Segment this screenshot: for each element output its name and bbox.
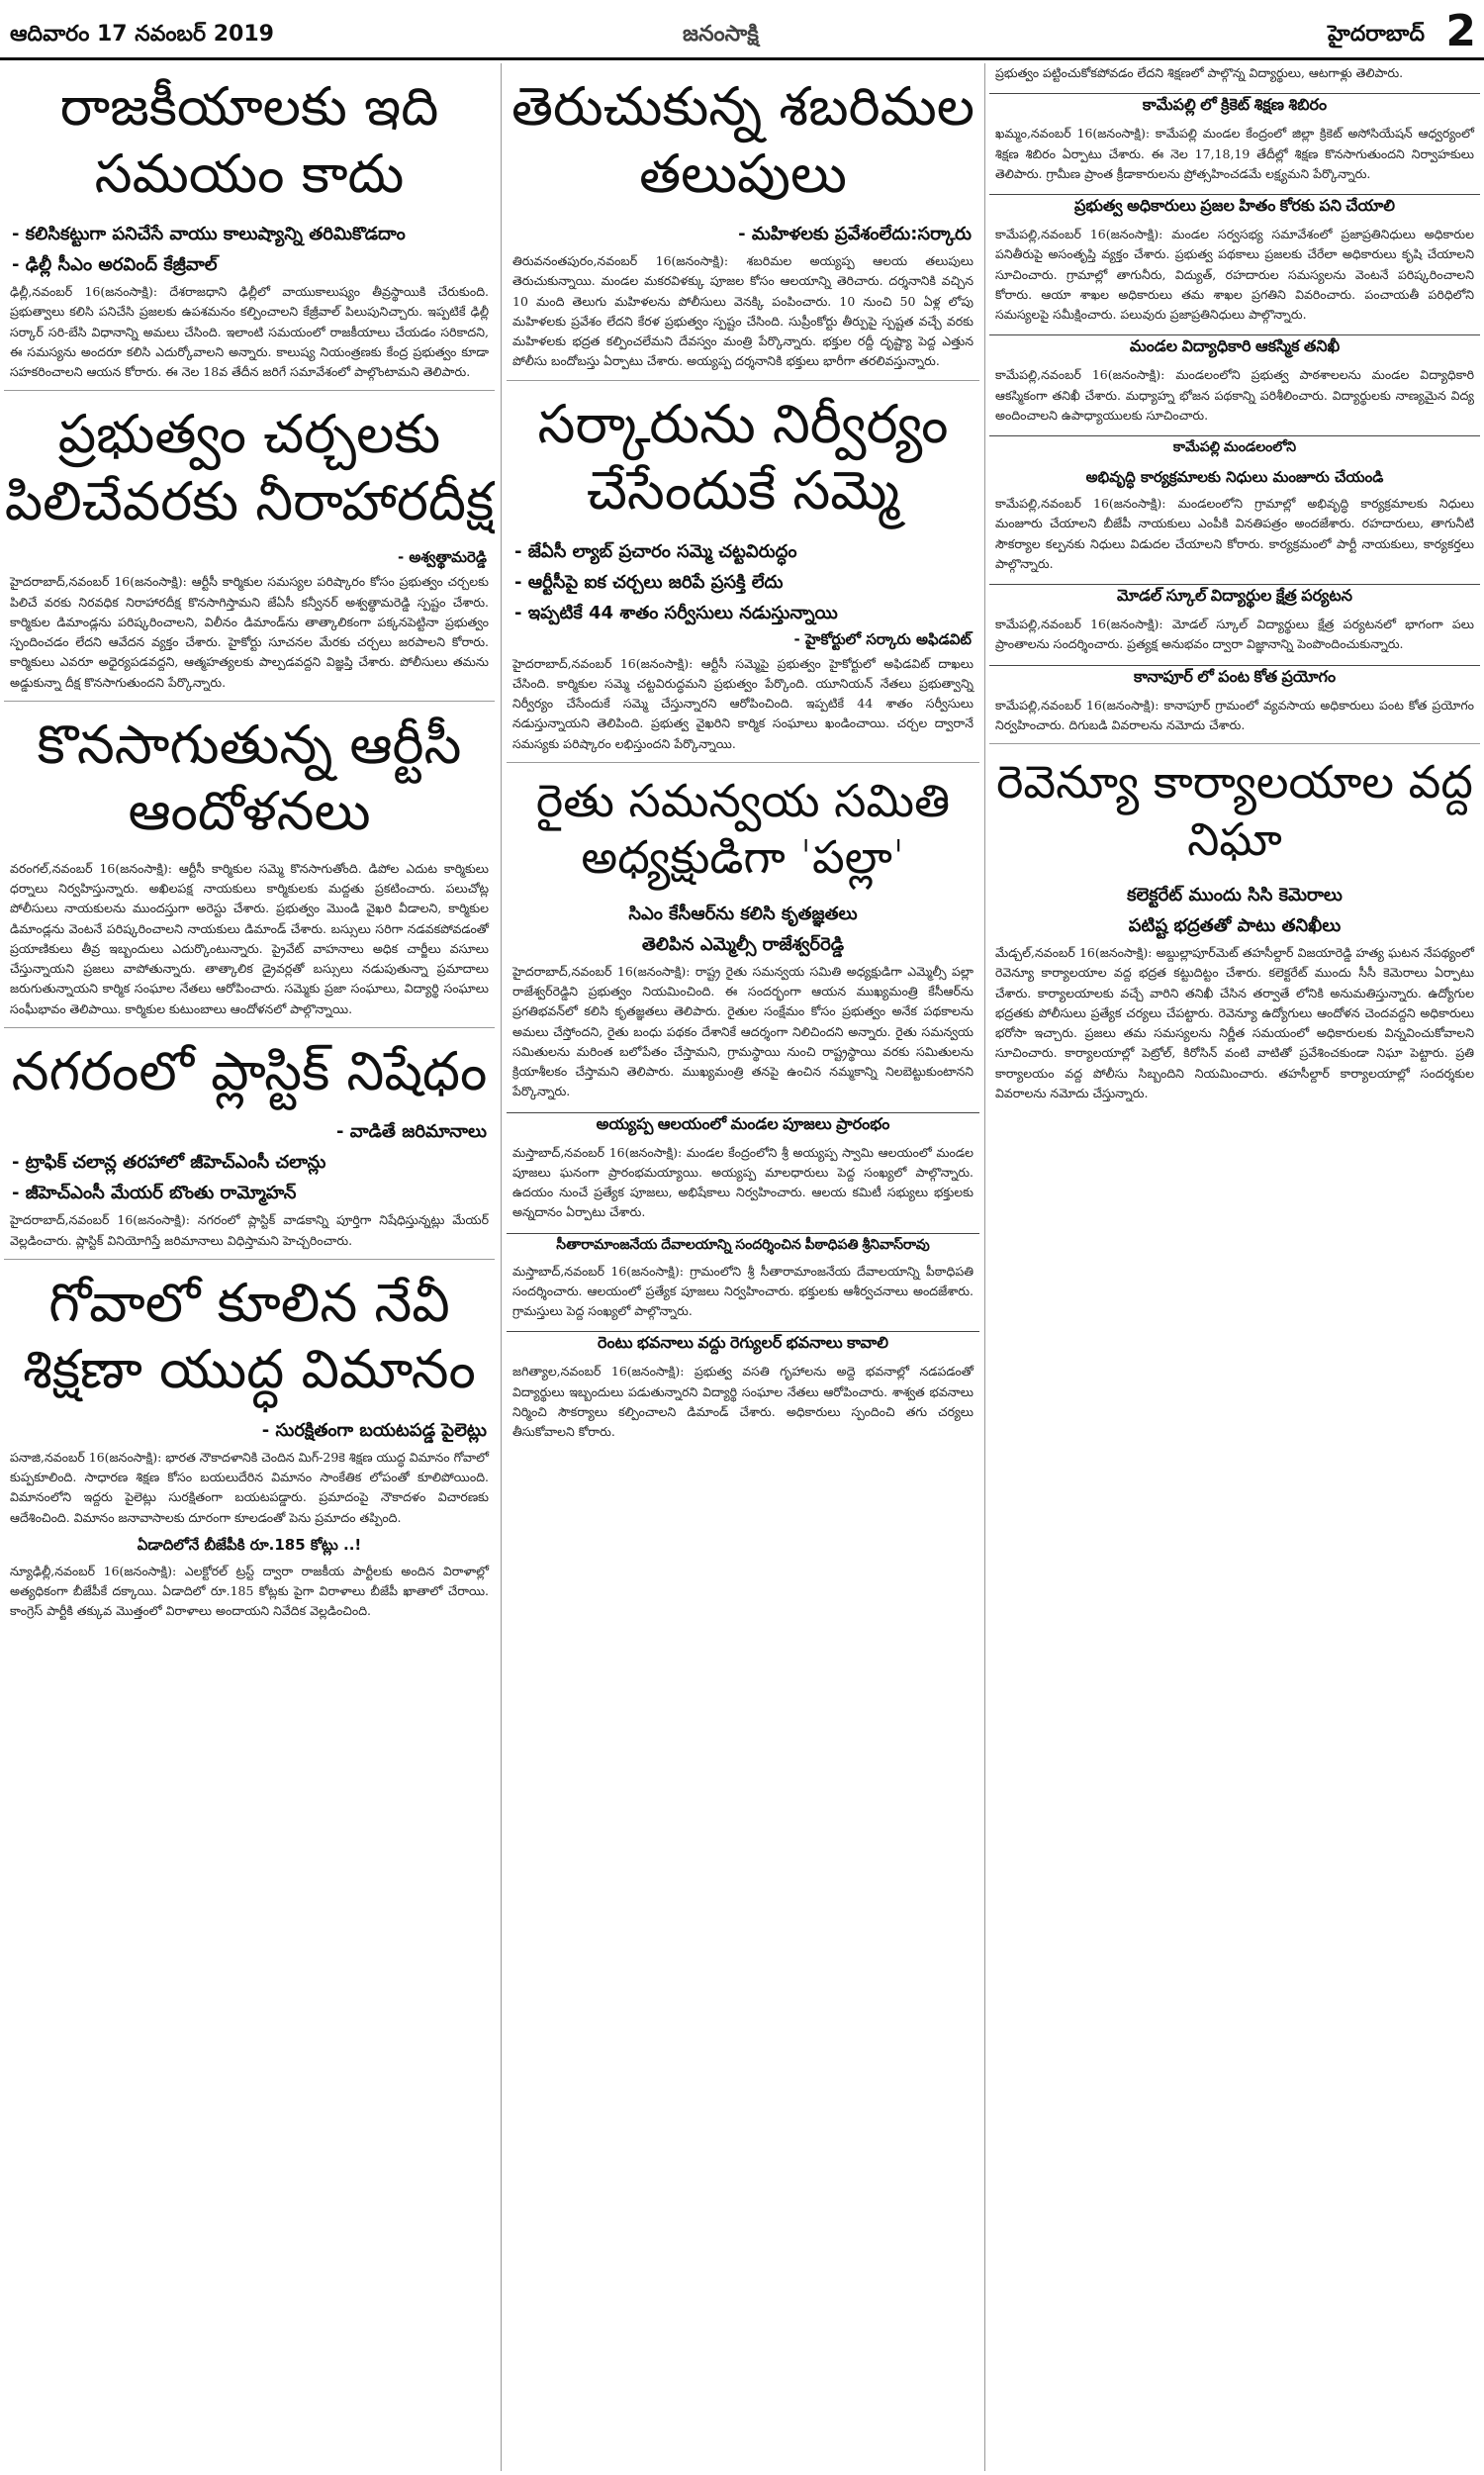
- story-dharna: [4, 401, 495, 693]
- story-body: కామేపల్లి,నవంబర్ 16(జనంసాక్షి): కానాపూర్ గ్రామంలో వ్యవసాయ అధికారులు పంట కోత ప్రయోగం నిర్వహించారు. దిగుబడి వివరాలను నమోదు చేశారు.: [995, 697, 1474, 732]
- column-middle: [507, 63, 979, 2471]
- headline: నగరంలో ప్లాస్టిక్ నిషేధం: [11, 1039, 488, 1102]
- divider: [507, 380, 979, 381]
- story-strike: [507, 391, 979, 754]
- divider: [4, 1259, 495, 1260]
- story-body: హైదరాబాద్,నవంబర్ 16(జనంసాక్షి): రాష్ట్ర రైతు సమన్వయ సమితి అధ్యక్షుడిగా ఎమ్మెల్సీ పల్లా రాజేశ్వర్‌రెడ్డిని ప్రభుత్వం నియమించింది. ఈ సందర్భంగా ఆయన ముఖ్యమంత్రి కేసీఆర్‌ను ప్రగతిభవన్‌లో కలిసి కృతజ్ఞతలు తెలిపారు. రైతుల సంక్షేమం కోసం ప్రభుత్వం అనేక పథకాలను అమలు చేస్తోందని, రైతు బంధు పథకం దేశానికే ఆదర్శంగా నిలిచిందని అన్నారు. రైతు సమన్వయ సమితులను మరింత బలోపేతం చేస్తామని, గ్రామస్థాయి నుంచి రాష్ట్రస్థాయి వరకు సమితులను క్రియాశీలకం చేస్తామని తెలిపారు. ముఖ్యమంత్రి తనపై ఉంచిన నమ్మకాన్ని నిలబెట్టుకుంటానని పేర్కొన్నారు.: [512, 963, 974, 1099]
- headline: రాజకీయాలకు ఇది సమయం కాదు: [59, 75, 439, 205]
- subheading: సిఎం కేసీఆర్‌ను కలిసి కృతజ్ఞతలు: [628, 903, 858, 924]
- story-body: న్యూఢిల్లీ,నవంబర్ 16(జనంసాక్షి): ఎలక్టోరల్ ట్రస్ట్ ద్వారా రాజకీయ పార్టీలకు అందిన విరాళాల్లో అత్యధికంగా బీజేపీకే దక్కాయి. ఏడాదిలో రూ.185 కోట్లకు పైగా విరాళాలు బీజేపీ ఖాతాలో చేరాయి. కాంగ్రెస్ పార్టీకి తక్కువ మొత్తంలో విరాళాలు అందాయని నివేదిక వెల్లడించింది.: [10, 1563, 489, 1619]
- section-kicker: కామేపల్లి మండలంలోని: [989, 435, 1480, 460]
- story-body: మస్తాబాద్,నవంబర్ 16(జనంసాక్షి): మండల కేంద్రంలోని శ్రీ అయ్యప్ప స్వామి ఆలయంలో మండల పూజలు ఘనంగా ప్రారంభమయ్యాయి. అయ్యప్ప మాలధారులు పెద్ద సంఖ్యలో పాల్గొన్నారు. ఉదయం నుంచే ప్రత్యేక పూజలు, అభిషేకాలు నిర్వహించారు. ఆలయ కమిటీ సభ్యులు భక్తులకు అన్నదానం ఏర్పాటు చేశారు.: [512, 1144, 974, 1220]
- divider: [4, 1027, 495, 1028]
- boxed-headline: ఏడాదిలోనే బీజేపీకి రూ.185 కోట్లు ..!: [137, 1535, 362, 1554]
- subheading: - కలిసికట్టుగా పనిచేసే వాయు కాలుష్యాన్ని తరిమికొడదాం: [12, 224, 406, 244]
- story-body: మస్తాబాద్,నవంబర్ 16(జనంసాక్షి): గ్రామంలోని శ్రీ సీతారామాంజనేయ దేవాలయాన్ని పీఠాధిపతి సందర్శించారు. ఆలయంలో ప్రత్యేక పూజలు నిర్వహించారు. భక్తులకు ఆశీర్వచనాలు అందజేశారు. గ్రామస్తులు పెద్ద సంఖ్యలో పాల్గొన్నారు.: [512, 1263, 974, 1318]
- section-headline: కానాపూర్ లో పంట కోత ప్రయోగం: [989, 665, 1480, 692]
- story-navy: [4, 1270, 495, 1622]
- subheading: - జేఏసీ ల్యాబ్ ప్రచారం సమ్మె చట్టవిరుద్ధం: [514, 540, 797, 562]
- headline: రైతు సమన్వయ సమితి అధ్యక్షుడిగా 'పల్లా': [535, 773, 951, 885]
- story-farmers: [507, 773, 979, 1102]
- section-headline: సీతారామాంజనేయ దేవాలయాన్ని సందర్శించిన పీఠాధిపతి శ్రీనివాస్‌రావు: [507, 1233, 979, 1258]
- subheading: - జీహెచ్ఎంసీ మేయర్ బొంతు రామ్మోహన్: [12, 1183, 297, 1204]
- story-body: కామేపల్లి,నవంబర్ 16(జనంసాక్షి): మండల సర్వసభ్య సమావేశంలో ప్రజాప్రతినిధులు అధికారుల పనితీరుపై అసంతృప్తి వ్యక్తం చేశారు. ప్రభుత్వ పథకాలు ప్రజలకు చేరేలా అధికారులు కృషి చేయాలని సూచించారు. గ్రామాల్లో తాగునీరు, విద్యుత్, రహదారుల సమస్యలను వెంటనే పరిష్కరించాలని కోరారు. ఆయా శాఖల అధికారులు తమ శాఖల ప్రగతిని వివరించారు. పంచాయతీ పరిధిలోని సమస్యలపై సమీక్షించారు. పలువురు ప్రజాప్రతినిధులు పాల్గొన్నారు.: [995, 227, 1474, 322]
- masthead-rule: [0, 57, 1484, 60]
- subheading: - ట్రాఫిక్ చలాన్ల తరహాలో జీహెచ్ఎంసీ చలాన్లు: [12, 1152, 326, 1174]
- subheading: - వాడితే జరిమానాలు: [336, 1121, 487, 1143]
- column-divider: [501, 63, 502, 2471]
- column-left: [4, 63, 495, 2471]
- newspaper-brand: జనంసాక్షి: [683, 22, 759, 47]
- headline: గోవాలో కూలిన నేవీ శిక్షణా యుద్ధ విమానం: [23, 1271, 476, 1401]
- story-body: ప్రభుత్వం పట్టించుకోకపోవడం లేదని శిక్షణలో పాల్గొన్న విద్యార్థులు, ఆటగాళ్లు తెలిపారు.: [995, 65, 1404, 80]
- story-body: మేడ్చల్,నవంబర్ 16(జనంసాక్షి): అబ్దుల్లాపూర్‌మెట్ తహసీల్దార్ విజయారెడ్డి హత్య ఘటన నేపథ్యంలో రెవెన్యూ కార్యాలయాల వద్ద భద్రత కట్టుదిట్టం చేశారు. కలెక్టరేట్ ముందు సీసీ కెమెరాలు ఏర్పాటు చేశారు. కార్యాలయాలకు వచ్చే వారిని తనిఖీ చేసిన తర్వాతే లోనికి అనుమతిస్తున్నారు. ఉద్యోగుల భద్రతకు పోలీసులు ప్రత్యేక చర్యలు చేపట్టారు. రెవెన్యూ ఉద్యోగులు ఆందోళన చెందవద్దని అధికారులు భరోసా ఇచ్చారు. ప్రజలు తమ సమస్యలను నిర్ణీత సమయంలో అధికారులకు విన్నవించుకోవాలని సూచించారు. కార్యాలయాల్లో పెట్రోల్, కిరోసిన్ వంటి వాటితో ప్రవేశించకుండా నిఘా పెట్టారు. ప్రతి కార్యాలయం వద్ద పోలీసు సిబ్బందిని నియమించారు. తహసీల్దార్ కార్యాలయాల్లో సందర్శకుల వివరాలను నమోదు చేస్తున్నారు.: [995, 945, 1474, 1100]
- divider: [507, 762, 979, 763]
- divider: [989, 743, 1480, 744]
- headline: ప్రభుత్వం చర్చలకు పిలిచేవరకు నీరాహారదీక్ష: [4, 403, 495, 532]
- subheading: కలెక్టరేట్ ముందు సిసి కెమెరాలు: [1127, 885, 1343, 905]
- story-body: కామేపల్లి,నవంబర్ 16(జనంసాక్షి): మోడల్ స్కూల్ విద్యార్థులు క్షేత్ర పర్యటనలో భాగంగా పలు ప్రాంతాలను సందర్శించారు. ప్రత్యక్ష అనుభవం ద్వారా విజ్ఞానాన్ని పెంపొందించుకున్నారు.: [995, 617, 1474, 652]
- story-body: కామేపల్లి,నవంబర్ 16(జనంసాక్షి): మండలంలోని ప్రభుత్వ పాఠశాలలను మండల విద్యాధికారి ఆకస్మికంగా తనిఖీ చేశారు. మధ్యాహ్న భోజన పథకాన్ని పరిశీలించారు. విద్యార్థులకు నాణ్యమైన విద్య అందించాలని ఉపాధ్యాయులకు సూచించారు.: [995, 367, 1474, 423]
- section-headline: అయ్యప్ప ఆలయంలో మండల పూజలు ప్రారంభం: [507, 1112, 979, 1139]
- headline: కొనసాగుతున్న ఆర్టీసీ ఆందోళనలు: [37, 713, 462, 843]
- story-body: హైదరాబాద్,నవంబర్ 16(జనంసాక్షి): ఆర్టీసీ కార్మికుల సమస్యల పరిష్కారం కోసం ప్రభుత్వం చర్చలకు పిలిచే వరకు నిరవధిక నిరాహారదీక్ష కొనసాగిస్తామని జేఏసీ కన్వీనర్ అశ్వత్థామరెడ్డి స్పష్టం చేశారు. కార్మికుల డిమాండ్లను పరిష్కరించాలని, విలీనం డిమాండ్‌ను తాత్కాలికంగా పక్కనపెట్టినా ప్రభుత్వం స్పందించడం లేదని ఆవేదన వ్యక్తం చేశారు. హైకోర్టు సూచనల మేరకు చర్చలు జరపాలని కోరారు. కార్మికులు ఎవరూ అధైర్యపడవద్దని, ఆత్మహత్యలకు పాల్పడవద్దని విజ్ఞప్తి చేశారు. పోలీసులు తమను అడ్డుకున్నా దీక్ష కొనసాగుతుందని పేర్కొన్నారు.: [10, 574, 489, 690]
- story-body: కామేపల్లి,నవంబర్ 16(జనంసాక్షి): మండలంలోని గ్రామాల్లో అభివృద్ధి కార్యక్రమాలకు నిధులు మంజూరు చేయాలని బీజేపీ నాయకులు ఎంపీకి వినతిపత్రం అందజేశారు. రహదారులు, తాగునీటి సౌకర్యాల కల్పనకు నిధులు విడుదల చేయాలని కోరారు. కార్యక్రమంలో పార్టీ నాయకులు, కార్యకర్తలు పాల్గొన్నారు.: [995, 496, 1474, 571]
- story-body: హైదరాబాద్,నవంబర్ 16(జనంసాక్షి): నగరంలో ప్లాస్టిక్ వాడకాన్ని పూర్తిగా నిషేధిస్తున్నట్లు మేయర్ వెల్లడించారు. ప్లాస్టిక్ వినియోగిస్తే జరిమానాలు విధిస్తామని హెచ్చరించారు.: [10, 1212, 489, 1248]
- issue-date: ఆదివారం 17 నవంబర్ 2019: [10, 22, 274, 47]
- story-body: వరంగల్,నవంబర్ 16(జనంసాక్షి): ఆర్టీసీ కార్మికుల సమ్మె కొనసాగుతోంది. డిపోల ఎదుట కార్మికులు ధర్నాలు నిర్వహిస్తున్నారు. అఖిలపక్ష నాయకులు కార్మికులకు మద్దతు ప్రకటించారు. పలుచోట్ల పోలీసులు నాయకులను ముందస్తుగా అరెస్టు చేశారు. ప్రభుత్వం మొండి వైఖరి వీడాలని, కార్మికుల డిమాండ్లను వెంటనే పరిష్కరించాలని నాయకులు డిమాండ్ చేశారు. బస్సులు సరిగా నడవకపోవడంతో ప్రయాణికులు తీవ్ర ఇబ్బందులు ఎదుర్కొంటున్నారు. ప్రైవేట్ వాహనాలు అధిక చార్జీలు వసూలు చేస్తున్నాయని ప్రజలు వాపోతున్నారు. తాత్కాలిక డ్రైవర్లతో బస్సులు నడుపుతున్నా ప్రమాదాలు జరుగుతున్నాయని కార్మిక సంఘాల నేతలు ఆరోపించారు. సమ్మెకు ప్రజా సంఘాలు, విద్యార్థి సంఘాలు సంఘీభావం తెలిపాయి. కార్మికుల కుటుంబాలు ఆందోళనలో పాల్గొన్నాయి.: [10, 860, 489, 1016]
- section-headline: మోడల్ స్కూల్ విద్యార్థుల క్షేత్ర పర్యటన: [989, 584, 1480, 611]
- subheading: - ఆర్టీసీపై ఐక చర్చలు జరిపే ప్రసక్తి లేదు: [514, 571, 784, 593]
- story-revenue: [989, 754, 1480, 1103]
- story-body: తిరువనంతపురం,నవంబర్ 16(జనంసాక్షి): శబరిమల అయ్యప్ప ఆలయ తలుపులు తెరుచుకున్నాయి. మండల మకరవిళక్కు పూజల కోసం ఆలయాన్ని తెరిచారు. దర్శనానికి వచ్చిన 10 మంది తెలుగు మహిళలను పోలీసులు వెనక్కి పంపించారు. 10 నుంచి 50 ఏళ్ల లోపు మహిళలకు ప్రవేశం లేదని కేరళ ప్రభుత్వం స్పష్టం చేసింది. సుప్రీంకోర్టు తీర్పుపై స్పష్టత వచ్చే వరకు మహిళలకు భద్రత కల్పించలేమని దేవస్వం మంత్రి పేర్కొన్నారు. భక్తుల రద్దీ దృష్ట్యా పెద్ద ఎత్తున పోలీసు బందోబస్తు ఏర్పాటు చేశారు. అయ్యప్ప దర్శనానికి భక్తులు భారీగా తరలివస్తున్నారు.: [512, 253, 974, 369]
- subheading: పటిష్ట భద్రతతో పాటు తనిఖీలు: [1128, 915, 1342, 936]
- divider: [4, 701, 495, 702]
- story-body: హైదరాబాద్,నవంబర్ 16(జనంసాక్షి): ఆర్టీసీ సమ్మెపై ప్రభుత్వం హైకోర్టులో అఫిడవిట్ దాఖలు చేసింది. కార్మికుల సమ్మె చట్టవిరుద్ధమని ప్రభుత్వం పేర్కొంది. యూనియన్ నేతలు ప్రభుత్వాన్ని నిర్వీర్యం చేసేందుకే సమ్మె చేస్తున్నారని ఆరోపించింది. ఇప్పటికే 44 శాతం సర్వీసులు నడుస్తున్నాయని తెలిపింది. ప్రభుత్వ వైఖరిని కార్మిక సంఘాలు ఖండించాయి. చర్చల ద్వారానే సమస్యకు పరిష్కారం లభిస్తుందని పేర్కొన్నాయి.: [512, 655, 974, 751]
- byline: - అశ్వత్థామరెడ్డి: [397, 548, 487, 567]
- headline: సర్కారును నిర్వీర్యం చేసేందుకే సమ్మె: [537, 392, 949, 522]
- story-plastic: [4, 1038, 495, 1251]
- headline: రెవెన్యూ కార్యాలయాల వద్ద నిఘా: [996, 755, 1473, 866]
- subheading: - సురక్షితంగా బయటపడ్డ పైలెట్లు: [261, 1419, 487, 1441]
- subheading: - మహిళలకు ప్రవేశంలేదు:సర్కారు: [738, 224, 972, 244]
- divider: [4, 390, 495, 391]
- story-body: పనాజి,నవంబర్ 16(జనంసాక్షి): భారత నౌకాదళానికి చెందిన మిగ్-29కె శిక్షణ యుద్ధ విమానం గోవాలో కుప్పకూలింది. సాధారణ శిక్షణ కోసం బయలుదేరిన విమానం సాంకేతిక లోపంతో కూలిపోయింది. విమానంలోని ఇద్దరు పైలెట్లు సురక్షితంగా బయటపడ్డారు. ప్రమాదంపై నౌకాదళం విచారణకు ఆదేశించింది. విమానం జనావాసాలకు దూరంగా కూలడంతో పెను ప్రమాదం తప్పింది.: [10, 1449, 489, 1525]
- column-divider: [984, 63, 985, 2471]
- subheading: - ఢిల్లీ సీఎం అరవింద్ కేజ్రీవాల్: [12, 254, 218, 275]
- subheading: - ఇప్పటికే 44 శాతం సర్వీసులు నడుస్తున్నాయి: [514, 602, 838, 623]
- page-number: 2: [1445, 6, 1476, 56]
- byline: తెలిపిన ఎమ్మెల్సీ రాజేశ్వర్‌రెడ్డి: [641, 933, 845, 955]
- section-headline: రెంటు భవనాలు వద్దు రెగ్యులర్ భవనాలు కావాలి: [507, 1331, 979, 1358]
- byline: - హైకోర్టులో సర్కారు అఫిడవిట్: [793, 629, 972, 648]
- story-body: ఖమ్మం,నవంబర్ 16(జనంసాక్షి): కామేపల్లి మండల కేంద్రంలో జిల్లా క్రికెట్ అసోసియేషన్ ఆధ్వర్యంలో శిక్షణ శిబిరం ఏర్పాటు చేశారు. ఈ నెల 17,18,19 తేదీల్లో శిక్షణ కొనసాగుతుందని నిర్వాహకులు తెలిపారు. గ్రామీణ ప్రాంత క్రీడాకారులను ప్రోత్సహించడమే లక్ష్యమని పేర్కొన్నారు.: [995, 126, 1474, 181]
- edition-city: హైదరాబాద్: [1328, 22, 1425, 47]
- section-headline: ప్రభుత్వ అధికారులు ప్రజల హితం కోరకు పని చేయాలి: [989, 194, 1480, 221]
- story-body: జగిత్యాల,నవంబర్ 16(జనంసాక్షి): ప్రభుత్వ వసతి గృహాలను అద్దె భవనాల్లో నడపడంతో విద్యార్థులు ఇబ్బందులు పడుతున్నారని విద్యార్థి సంఘాల నేతలు ఆరోపించారు. శాశ్వత భవనాలు నిర్మించి సౌకర్యాలు కల్పించాలని డిమాండ్ చేశారు. అధికారులు స్పందించి తగు చర్యలు తీసుకోవాలని కోరారు.: [512, 1364, 974, 1439]
- section-headline: అభివృద్ధి కార్యక్రమాలకు నిధులు మంజూరు చేయండి: [1085, 468, 1384, 486]
- section-headline: మండల విద్యాధికారి ఆకస్మిక తనిఖీ: [989, 334, 1480, 361]
- story-sabarimala: [507, 73, 979, 372]
- section-headline: కామేపల్లి లో క్రికెట్ శిక్షణ శిబిరం: [989, 93, 1480, 120]
- headline: తెరుచుకున్న శబరిమల తలుపులు: [510, 75, 975, 205]
- story-body: ఢిల్లీ,నవంబర్ 16(జనంసాక్షి): దేశరాజధాని ఢిల్లీలో వాయుకాలుష్యం తీవ్రస్థాయికి చేరుకుంది. ప్రభుత్వాలు కలిసి పనిచేసి ప్రజలకు ఉపశమనం కల్పించాలని కేజ్రీవాల్ పిలుపునిచ్చారు. ఇప్పటికే ఢిల్లీ సర్కార్ సరి-బేసి విధానాన్ని అమలు చేసింది. ఇలాంటి సమయంలో రాజకీయాలు చేయడం సరికాదని, ఈ సమస్యను అందరూ కలిసి ఎదుర్కోవాలని అన్నారు. కాలుష్య నియంత్రణకు కేంద్ర ప్రభుత్వం కూడా సహకరించాలని ఆయన కోరారు. ఈ నెల 18వ తేదీన జరిగే సమావేశంలో పాల్గొంటామని తెలిపారు.: [10, 284, 489, 379]
- masthead: [0, 0, 1484, 61]
- story-rtc: [4, 712, 495, 1019]
- column-right: [989, 63, 1480, 2471]
- story-politics: [4, 73, 495, 382]
